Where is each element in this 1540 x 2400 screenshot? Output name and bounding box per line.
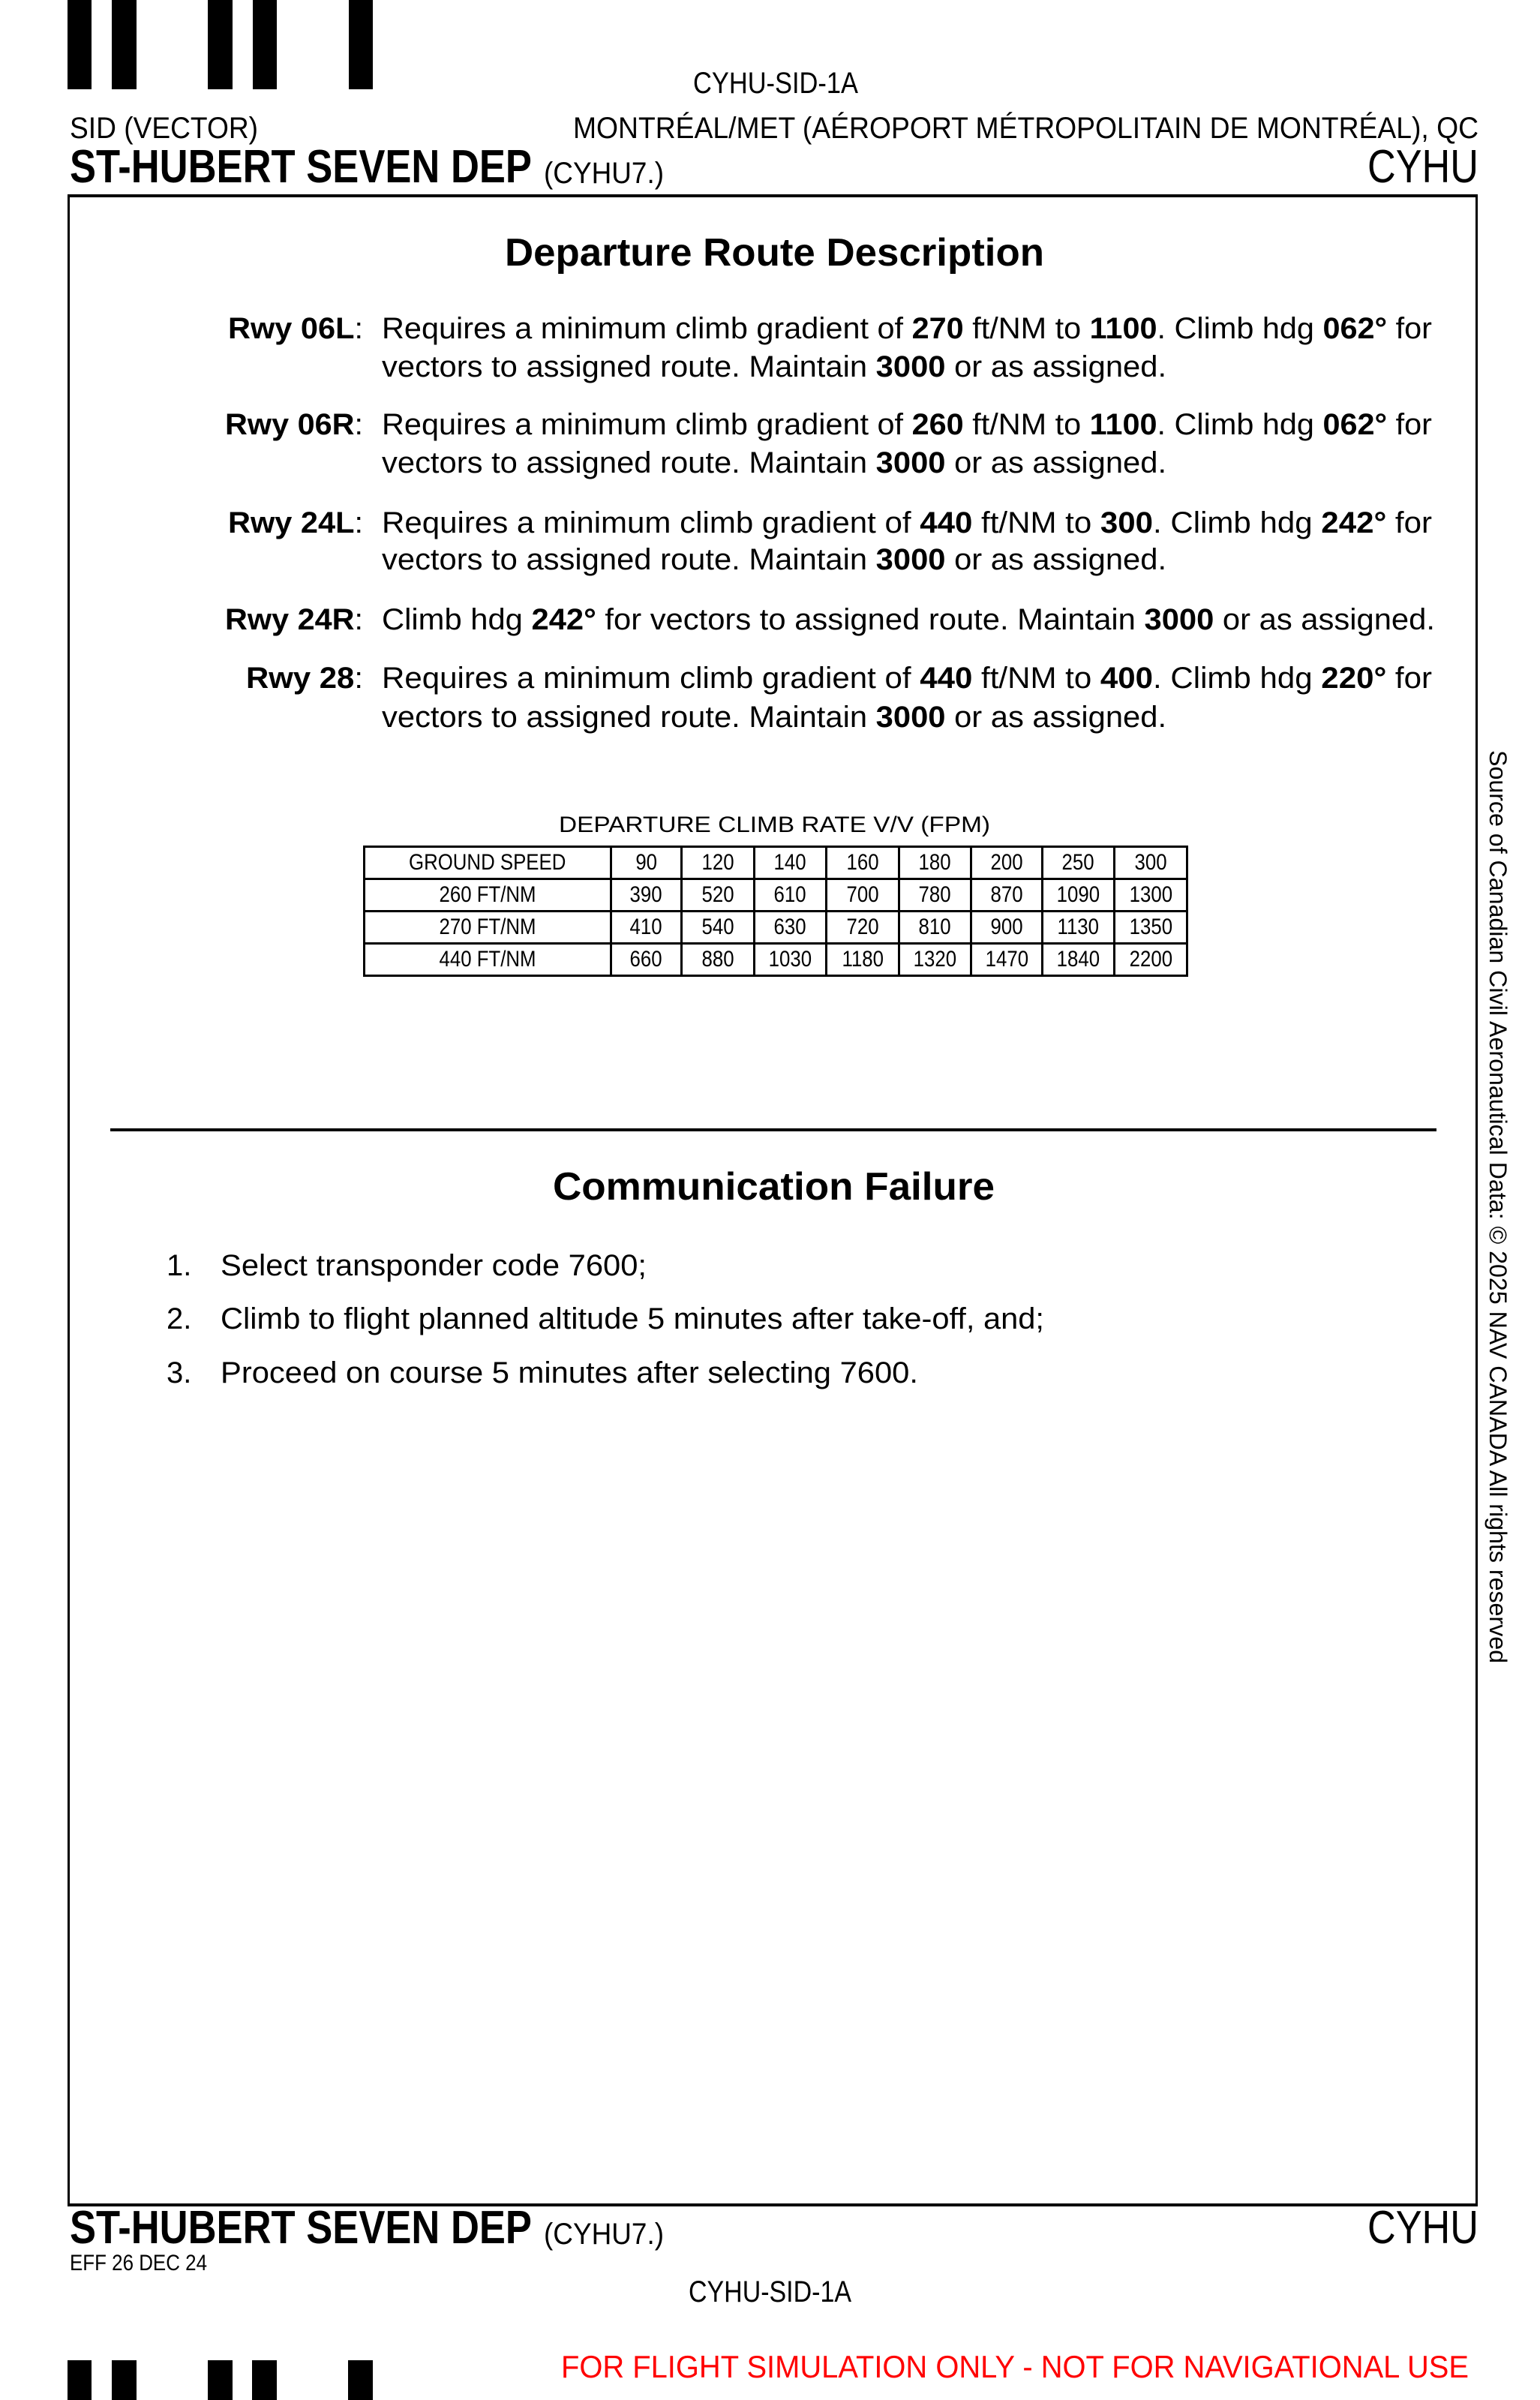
cell-text: 520: [701, 882, 734, 907]
runway-label-text: [228, 314, 363, 344]
departure-title-box: [505, 231, 1045, 275]
footer-chart-id-box: [689, 2277, 881, 2307]
effective-date-box: [70, 2252, 229, 2275]
climb-table-cell: [1043, 944, 1115, 976]
instruction-value: 260: [911, 408, 964, 441]
cell-text: 630: [773, 915, 807, 939]
cell-text: 180: [918, 850, 952, 875]
cell-text: 1090: [1056, 882, 1100, 907]
climb-table-header-cell: [1115, 847, 1187, 879]
list-item-text: Proceed on course 5 minutes after selecting 7600.: [221, 1356, 918, 1389]
cell-text: 780: [918, 882, 952, 907]
climb-table-cell: [365, 879, 611, 912]
instruction-value: 062°: [1322, 312, 1388, 345]
climb-table-cell: [682, 944, 755, 976]
cell-text: 1300: [1129, 882, 1172, 907]
runway-label-text: [228, 508, 363, 538]
footer-airport-ident: CYHU: [1367, 2202, 1478, 2254]
list-item-number: 3.: [167, 1356, 192, 1389]
climb-table-header-cell: [611, 847, 682, 879]
list-item-text: Climb to flight planned altitude 5 minutes after take-off, and;: [221, 1302, 1044, 1335]
runway-instruction-text: [382, 605, 1435, 635]
cell-text: 160: [846, 850, 879, 875]
procedure-code-box: [544, 158, 674, 188]
registration-bar: [68, 2360, 92, 2400]
runway-instruction-text: [382, 545, 1166, 575]
disclaimer-box: [561, 2351, 1517, 2383]
instruction-text: . Climb hdg: [1153, 662, 1322, 695]
list-item: [221, 1356, 918, 1389]
registration-bar: [68, 0, 92, 89]
instruction-value: 220°: [1321, 662, 1387, 695]
instruction-text: Requires a minimum climb gradient of: [382, 506, 920, 539]
instruction-text: Requires a minimum climb gradient of: [382, 408, 912, 441]
runway-label-text: [246, 663, 363, 693]
instruction-value: 3000: [875, 350, 946, 383]
climb-table-cell: [827, 879, 899, 912]
runway-instruction-line: [382, 506, 1432, 539]
procedure-name: ST-HUBERT SEVEN DEP: [70, 141, 532, 193]
cell-text: 260 FT/NM: [439, 882, 536, 907]
climb-table-cell: [682, 879, 755, 912]
climb-table-header-cell: [755, 847, 827, 879]
instruction-text: . Climb hdg: [1157, 312, 1323, 345]
footer-chart-id: CYHU-SID-1A: [689, 2275, 851, 2308]
runway-colon: :: [354, 603, 363, 636]
runway-instruction-text: [382, 314, 1432, 344]
side-notice-box: [1484, 750, 1540, 1663]
instruction-value: 242°: [1321, 506, 1387, 539]
climb-table-cell: [899, 912, 971, 944]
simulation-disclaimer: FOR FLIGHT SIMULATION ONLY - NOT FOR NAVIGATIONAL USE: [561, 2349, 1469, 2384]
climb-table-cell: [682, 912, 755, 944]
instruction-text: . Climb hdg: [1157, 408, 1323, 441]
footer-procedure-box: [70, 2202, 615, 2254]
runway-label: [225, 408, 363, 441]
runway-instruction-text: [382, 448, 1166, 478]
runway-id: Rwy 06R: [225, 408, 355, 441]
instruction-value: 3000: [875, 446, 946, 479]
runway-instruction-text: [382, 663, 1432, 693]
cell-text: 1350: [1129, 915, 1172, 939]
airport-ident: CYHU: [1367, 141, 1478, 193]
runway-instruction-line: [382, 662, 1432, 695]
instruction-text: for: [1386, 662, 1432, 695]
instruction-value: 270: [911, 312, 964, 345]
comm-failure-title-box: [553, 1165, 995, 1209]
comm-failure-title: Communication Failure: [553, 1165, 995, 1209]
instruction-text: for: [1387, 408, 1432, 441]
runway-instruction-line: [382, 701, 1167, 734]
climb-table-header-cell: [971, 847, 1043, 879]
instruction-value: 3000: [1144, 603, 1214, 636]
climb-table-cell: [899, 879, 971, 912]
climb-table-row: [365, 912, 1187, 944]
climb-table-cell: [899, 944, 971, 976]
instruction-text: for: [1387, 312, 1432, 345]
instruction-value: 3000: [875, 701, 946, 734]
instruction-text: for: [1386, 506, 1432, 539]
cell-text: 1130: [1057, 915, 1100, 939]
runway-instruction-line: [382, 603, 1435, 636]
registration-bar: [112, 2360, 137, 2400]
cell-text: 140: [773, 850, 807, 875]
registration-bar: [253, 0, 277, 89]
cell-text: 700: [846, 882, 879, 907]
climb-table-cell: [827, 912, 899, 944]
cell-text: 1180: [842, 947, 884, 972]
climb-table-cell: [611, 944, 682, 976]
header-chart-id-box: [693, 68, 885, 98]
airport-ident-box: [1367, 141, 1478, 193]
copyright-notice: Source of Canadian Civil Aeronautical Data: © 2025 NAV CANADA All rights reserved: [1484, 750, 1511, 1663]
cell-text: 610: [773, 882, 807, 907]
instruction-value: 440: [920, 506, 973, 539]
runway-colon: :: [354, 662, 364, 695]
runway-instruction-text: [382, 352, 1166, 382]
cell-text: 1840: [1056, 947, 1100, 972]
climb-table-cell: [755, 944, 827, 976]
instruction-text: ft/NM to: [972, 662, 1100, 695]
climb-table-cell: [1115, 879, 1187, 912]
cell-text: 300: [1134, 850, 1167, 875]
instruction-text: or as assigned.: [1214, 603, 1435, 636]
runway-label: [246, 662, 364, 695]
cell-text: 1030: [768, 947, 812, 972]
climb-table-cell: [971, 912, 1043, 944]
instruction-value: 3000: [875, 543, 946, 576]
climb-table-caption: DEPARTURE CLIMB RATE V/V (FPM): [559, 813, 991, 837]
airport-location: MONTRÉAL/MET (AÉROPORT MÉTROPOLITAIN DE MONTRÉAL), QC: [573, 112, 1479, 145]
cell-text: 540: [701, 915, 734, 939]
instruction-text: or as assigned.: [945, 701, 1167, 734]
location-box: [573, 113, 1478, 143]
instruction-value: 1100: [1089, 312, 1157, 345]
climb-table-cell: [365, 944, 611, 976]
cell-text: 390: [629, 882, 663, 907]
registration-bar: [252, 2360, 277, 2400]
runway-id: Rwy 06L: [228, 312, 355, 345]
cell-text: 2200: [1129, 947, 1172, 972]
instruction-text: for vectors to assigned route. Maintain: [596, 603, 1145, 636]
runway-label-text: [225, 410, 363, 440]
cell-text: 720: [846, 915, 879, 939]
cell-text: 440 FT/NM: [439, 947, 536, 972]
list-item-number: 1.: [167, 1249, 192, 1282]
cell-text: 410: [629, 915, 663, 939]
climb-table-header-cell: [365, 847, 611, 879]
instruction-value: 062°: [1322, 408, 1388, 441]
runway-colon: :: [354, 506, 363, 539]
instruction-value: 300: [1100, 506, 1154, 539]
cell-text: 880: [701, 947, 734, 972]
cell-text: 250: [1061, 850, 1095, 875]
climb-table-header-cell: [1043, 847, 1115, 879]
runway-id: Rwy 24R: [225, 603, 355, 636]
climb-table-header-cell: [827, 847, 899, 879]
instruction-text: . Climb hdg: [1153, 506, 1322, 539]
runway-label-text: [225, 605, 363, 635]
procedure-code: (CYHU7.): [544, 157, 664, 190]
runway-id: Rwy 28: [246, 662, 355, 695]
footer-procedure-name: ST-HUBERT SEVEN DEP: [70, 2202, 532, 2254]
chart-type: SID (VECTOR): [70, 112, 259, 145]
instruction-value: 440: [920, 662, 973, 695]
cell-text: 1320: [913, 947, 957, 972]
cell-text: GROUND SPEED: [409, 850, 566, 875]
instruction-text: or as assigned.: [945, 350, 1167, 383]
instruction-text: ft/NM to: [963, 312, 1090, 345]
departure-section-title: Departure Route Description: [505, 231, 1045, 275]
instruction-text: Climb hdg: [382, 603, 532, 636]
climb-table-row: [365, 944, 1187, 976]
header-chart-id: CYHU-SID-1A: [693, 67, 858, 100]
runway-instruction-line: [382, 446, 1167, 479]
climb-table-row: [365, 879, 1187, 912]
climb-table-caption-box: [559, 813, 991, 837]
list-item-number: 2.: [167, 1302, 192, 1335]
cell-text: 120: [701, 850, 734, 875]
runway-label: [228, 312, 363, 345]
runway-label: [228, 506, 363, 539]
effective-date: EFF 26 DEC 24: [70, 2251, 207, 2275]
instruction-value: 242°: [531, 603, 596, 636]
climb-table-cell: [971, 944, 1043, 976]
climb-table-header-cell: [899, 847, 971, 879]
climb-table-cell: [971, 879, 1043, 912]
runway-colon: :: [354, 312, 363, 345]
instruction-text: vectors to assigned route. Maintain: [382, 701, 876, 734]
cell-text: 900: [990, 915, 1023, 939]
instruction-text: ft/NM to: [963, 408, 1090, 441]
cell-text: 270 FT/NM: [439, 915, 536, 939]
cell-text: 660: [629, 947, 663, 972]
footer-airport-box: [1367, 2202, 1499, 2254]
instruction-value: 1100: [1089, 408, 1157, 441]
runway-instruction-line: [382, 312, 1432, 345]
cell-text: 90: [635, 850, 657, 875]
instruction-text: or as assigned.: [945, 446, 1167, 479]
cell-text: 200: [990, 850, 1023, 875]
registration-bar: [208, 0, 233, 89]
runway-instruction-line: [382, 408, 1432, 441]
instruction-text: vectors to assigned route. Maintain: [382, 543, 876, 576]
cell-text: 810: [918, 915, 952, 939]
chart-type-box: [70, 113, 272, 143]
cell-text: 870: [990, 882, 1023, 907]
climb-table-header-row: [365, 847, 1187, 879]
climb-table-header-cell: [682, 847, 755, 879]
list-item: [221, 1249, 647, 1282]
climb-table-cell: [611, 912, 682, 944]
climb-table-cell: [1115, 912, 1187, 944]
climb-table-cell: [755, 879, 827, 912]
registration-bar: [348, 2360, 373, 2400]
runway-instruction-line: [382, 350, 1167, 383]
section-divider: [110, 1128, 1436, 1131]
instruction-text: or as assigned.: [945, 543, 1167, 576]
instruction-text: vectors to assigned route. Maintain: [382, 350, 876, 383]
runway-label: [225, 603, 363, 636]
runway-id: Rwy 24L: [228, 506, 355, 539]
runway-instruction-text: [382, 702, 1166, 732]
procedure-title-box: [70, 141, 615, 193]
climb-table-cell: [1043, 879, 1115, 912]
instruction-text: vectors to assigned route. Maintain: [382, 446, 876, 479]
climb-table-cell: [611, 879, 682, 912]
climb-table-cell: [1043, 912, 1115, 944]
registration-bar: [208, 2360, 233, 2400]
registration-bar: [112, 0, 137, 89]
runway-instruction-text: [382, 508, 1432, 538]
instruction-text: ft/NM to: [972, 506, 1100, 539]
runway-instruction-line: [382, 543, 1167, 576]
climb-table-cell: [365, 912, 611, 944]
runway-instruction-text: [382, 410, 1432, 440]
climb-rate-table: [363, 846, 1188, 977]
instruction-value: 400: [1100, 662, 1154, 695]
climb-table-cell: [1115, 944, 1187, 976]
footer-procedure-code: (CYHU7.): [544, 2218, 664, 2251]
climb-table-cell: [755, 912, 827, 944]
instruction-text: Requires a minimum climb gradient of: [382, 312, 912, 345]
instruction-text: Requires a minimum climb gradient of: [382, 662, 920, 695]
list-item-text: Select transponder code 7600;: [221, 1249, 647, 1282]
registration-bar: [349, 0, 373, 89]
list-item: [221, 1302, 1044, 1335]
footer-code-box: [544, 2219, 674, 2249]
cell-text: 1470: [985, 947, 1028, 972]
runway-colon: :: [354, 408, 363, 441]
climb-table-cell: [827, 944, 899, 976]
